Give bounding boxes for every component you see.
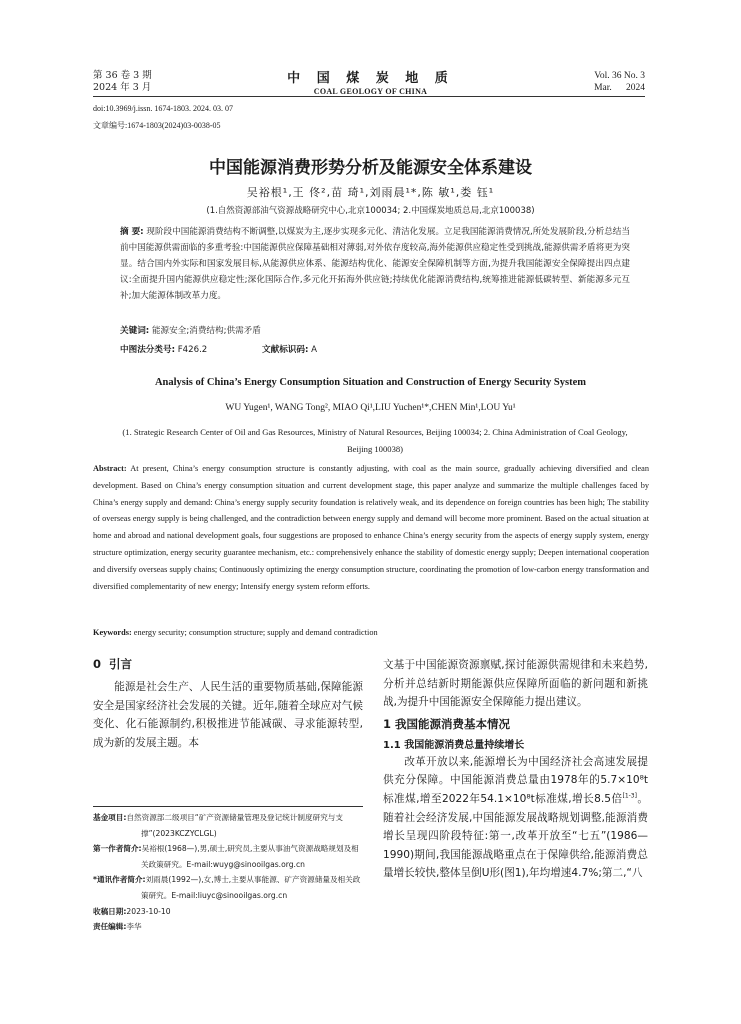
editor-label: 责任编辑: [93,922,127,932]
body-right-column [383,656,648,883]
abstract-cn [120,224,630,304]
section-1-heading: 1 我国能源消费基本情况 [383,716,511,731]
section-0-paragraph: 能源是社会生产、人民生活的重要物质基础,保障能源安全是国家经济社会发展的关键。近年,随着全球应对气候变化、化石能源制约,积极推进节能减碳、寻求能源转型,成为新的发展主题。本 [93,681,363,749]
abstract-en-label: Abstract: [93,464,127,473]
volume-en: Vol. 36 No. 3 [594,71,645,81]
section-1-1-text-a: 改革开放以来,能源增长为中国经济社会高速发展提供充分保障。中国能源消费总量由1978年的5.7×10⁸t标准煤,增至2022年54.1×10⁸t标准煤,增长8.5倍 [383,755,648,805]
section-0-heading: 0 引言 [93,657,133,671]
authors-cn: 吴裕根¹,王 佟²,苗 琦¹,刘雨晨¹*,陈 敏¹,娄 钰¹ [246,186,495,199]
classification-line [120,343,630,355]
article-number: 文章编号:1674-1803(2024)03-0038-05 [93,121,221,130]
corresponding-author-label: *通讯作者简介: [93,875,146,885]
corresponding-author-text: 刘雨晨(1992—),女,博士,主要从事能源、矿产资源储量及相关政策研究。E-mail:liuyc@sinooilgas.org.cn [141,875,361,900]
journal-name-en: COAL GEOLOGY OF CHINA [313,87,428,96]
fund-label: 基金项目: [93,813,127,822]
abstract-en-text: At present, China’s energy consumption structure is constantly adjusting, with coal as the main source, gradually achieving diversified and clean development. Based on China’s energy consumption situation and current development stage, this paper analyze and summarize the multiple challenges faced by China’s energy supply and demand: China’s energy supply security foundation is relatively weak, and its dependence on foreign countries has been high; The stability of overseas energy supply is being challenged, and the contradiction between energy supply and demand will become more prominent. Based on the actual situation at home and abroad and national development goals, four suggestions are proposed to enhance China’s energy security from the aspects of energy supply system, energy structure optimization, energy security guarantee mechanism, etc.: comprehensively enhance the stability of domestic energy supply; Deepen international cooperation and diversify overseas supply chains; Continuously optimizing the energy consumption structure, coordinating the promotion of low-carbon energy transformation and diversified complementarity of new energy; Intensify energy system reform efforts. [93,464,649,591]
clc-value: F426.2 [177,345,208,355]
doi: doi:10.3969/j.issn. 1674-1803. 2024. 03. 07 [93,104,234,113]
header-rule [93,96,645,97]
editor-value: 李华 [126,922,142,932]
abstract-en [93,461,649,595]
intro-continuation: 文基于中国能源资源禀赋,探讨能源供需规律和未来趋势,分析并总结新时期能源供应保障所面临的新问题和新挑战,为提升中国能源安全保障能力提出建议。 [383,659,648,709]
footnote-fund [93,810,363,841]
first-author-label: 第一作者简介: [93,844,142,854]
affiliation-cn: (1.自然资源部油气资源战略研究中心,北京100034; 2.中国煤炭地质总局,北京100038) [206,206,535,216]
abstract-cn-text: 现阶段中国能源消费结构不断调整,以煤炭为主,逐步实现多元化、清洁化发展。立足我国能源消费情况,所处发展阶段,分析总结当前中国能源供需面临的多重考验:中国能源供应保障基础相对薄弱,对外依存度较高,海外能源供应稳定性受到挑战,能源供需矛盾将更为突显。结合国内外实际和国家发展目标,从能源供应体系、能源结构优化、能源安全保障机制等方面,为提升我国能源安全保障提出四点建议:全面提升国内能源供应稳定性;深化国际合作,多元化开拓海外供应链;持续优化能源消费结构,统筹推进能源低碳转型、新能源多元互补;加大能源体制改革力度。 [120,227,630,301]
keywords-cn-text: 能源安全;消费结构;供需矛盾 [151,326,261,336]
header-right [594,70,645,94]
title-en: Analysis of China’s Energy Consumption Situation and Construction of Energy Security System [154,377,587,388]
footnote-rule [93,806,363,807]
keywords-en [93,628,649,637]
section-1-1-heading: 1.1 我国能源消费总量持续增长 [383,739,525,751]
footnote-first-author [93,841,363,872]
keywords-cn [120,324,630,336]
journal-name-cn: 中 国 煤 炭 地 质 [287,71,454,86]
section-1-1-paragraph [383,753,648,883]
received-value: 2023-10-10 [126,906,171,916]
title-cn: 中国能源消费形势分析及能源安全体系建设 [209,158,532,178]
received-label: 收稿日期: [93,906,127,916]
abstract-cn-label: 摘 要: [120,227,144,237]
authors-en: WU Yugen¹, WANG Tong², MIAO Qi¹,LIU Yuchen¹*,CHEN Min¹,LOU Yu¹ [225,403,516,413]
footnote-editor [93,919,363,935]
footnote-received [93,904,363,920]
volume-cn: 第 36 卷 3 期 [93,70,152,81]
section-1-1-text-b: 。随着社会经济发展,中国能源发展战略规划调整,能源消费增长呈现四阶段特征:第一,改革开放至“七五”(1986—1990)期间,我国能源战略重点在于保障供给,能源消费总量增长较快,整体呈倒U形(图1),年均增速4.7%;第二,“八 [383,792,649,880]
fund-text: 自然资源部二级项目“矿产资源储量管理及登记统计制度研究与支撑”(2023KCZYCLGL) [126,813,343,838]
affiliation-en: (1. Strategic Research Center of Oil and Gas Resources, Ministry of Natural Resources, Beijing 100034; 2. China Administration of Coal Geology, Beijing 100038) [122,427,628,454]
date-en: Mar. 2024 [594,83,645,93]
footnotes [93,810,363,935]
date-cn: 2024 年 3 月 [93,82,152,93]
first-author-text: 吴裕根(1968—),男,硕士,研究员,主要从事油气资源战略规划及相关政策研究。E-mail:wuyg@sinooilgas.org.cn [141,844,359,869]
citation: [1-3] [622,792,637,800]
doc-code-label: 文献标识码: [262,345,309,355]
keywords-en-label: Keywords: [93,628,132,637]
keywords-cn-label: 关键词: [120,326,150,336]
clc-label: 中图法分类号: [120,345,175,355]
doc-code-value: A [311,345,318,355]
keywords-en-text: energy security; consumption structure; supply and demand contradiction [133,628,378,637]
body-left-column [93,656,363,752]
footnote-corresponding-author [93,872,363,903]
